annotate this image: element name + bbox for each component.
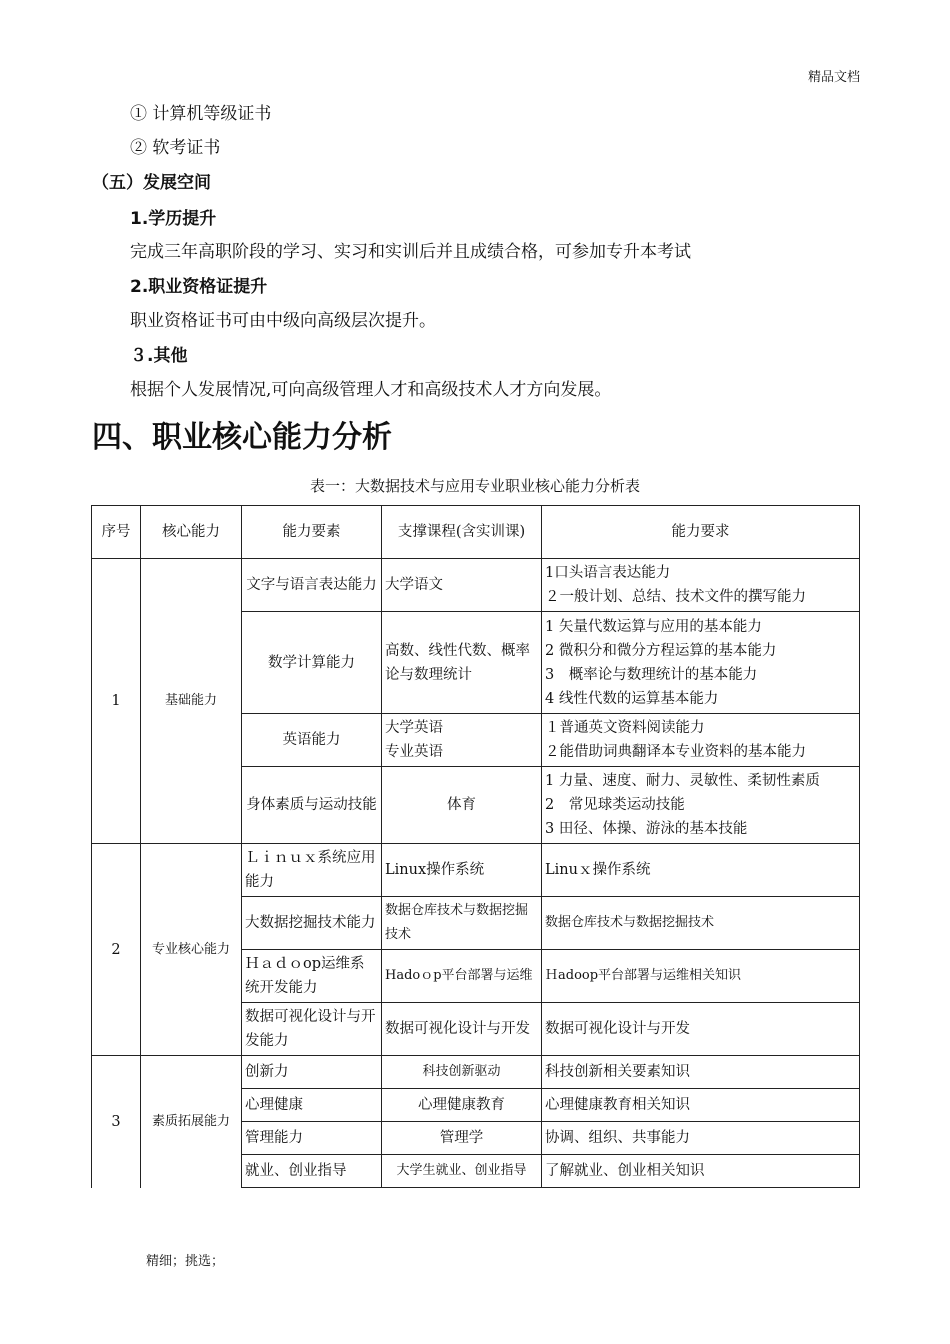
- support-course: 大学生就业、创业指导: [382, 1155, 542, 1188]
- paragraph-2: 职业资格证书可由中级向高级层次提升。: [130, 311, 436, 331]
- col-header: 能力要素: [242, 506, 382, 559]
- ability-requirement: 1 力量、速度、耐力、灵敏性、柔韧性素质 2 常见球类运动技能 3 田径、体操、游泳的基本技能: [542, 767, 860, 844]
- core-ability: 专业核心能力: [141, 844, 242, 1056]
- support-course: 科技创新驱动: [382, 1056, 542, 1089]
- table-caption: 表一：大数据技术与应用专业职业核心能力分析表: [309, 477, 640, 495]
- ability-element: 心理健康: [242, 1089, 382, 1122]
- page-footer: 精细；挑选；: [146, 1254, 225, 1269]
- support-course: 管理学: [382, 1122, 542, 1155]
- ability-requirement: Ｈadoop平台部署与运维相关知识: [542, 950, 860, 1003]
- support-course: Hadoｏp平台部署与运维: [382, 950, 542, 1003]
- ability-element: 管理能力: [242, 1122, 382, 1155]
- support-course: 数据仓库技术与数据挖掘技术: [382, 897, 542, 950]
- table-header-row: [92, 506, 860, 559]
- support-course: 大学语文: [382, 559, 542, 612]
- ability-element: 就业、创业指导: [242, 1155, 382, 1188]
- ability-element: Ｈａｄｏop运维系统开发能力: [242, 950, 382, 1003]
- table-row: [92, 1056, 860, 1089]
- ability-element: 数据可视化设计与开发能力: [242, 1003, 382, 1056]
- chapter-heading: 四、职业核心能力分析: [92, 420, 392, 455]
- support-course: 数据可视化设计与开发: [382, 1003, 542, 1056]
- ability-element: 创新力: [242, 1056, 382, 1089]
- ability-table: [91, 505, 860, 1188]
- ability-element: 数学计算能力: [242, 612, 382, 714]
- section-heading: （五）发展空间: [92, 173, 211, 193]
- ability-requirement: 数据仓库技术与数据挖掘技术: [542, 897, 860, 950]
- ability-requirement: 科技创新相关要素知识: [542, 1056, 860, 1089]
- row-number: 1: [92, 559, 141, 844]
- ability-requirement: 1口头语言表达能力 ２一般计划、总结、技术文件的撰写能力: [542, 559, 860, 612]
- ability-requirement: 协调、组织、共事能力: [542, 1122, 860, 1155]
- ability-element: Ｌｉｎｕｘ系统应用能力: [242, 844, 382, 897]
- ability-requirement: 心理健康教育相关知识: [542, 1089, 860, 1122]
- col-header: 核心能力: [141, 506, 242, 559]
- table-row: [92, 559, 860, 612]
- core-ability: 基础能力: [141, 559, 242, 844]
- subheading-1: 1.学历提升: [130, 209, 217, 229]
- col-header: 序号: [92, 506, 141, 559]
- subheading-2: 2.职业资格证提升: [130, 277, 268, 297]
- ability-requirement: 了解就业、创业相关知识: [542, 1155, 860, 1188]
- subheading-3: ３.其他: [130, 346, 188, 366]
- ability-element: 英语能力: [242, 714, 382, 767]
- cert-item-2: ② 软考证书: [130, 138, 221, 158]
- support-course: 体育: [382, 767, 542, 844]
- table-row: [92, 844, 860, 897]
- row-number: 2: [92, 844, 141, 1056]
- paragraph-3: 根据个人发展情况,可向高级管理人才和高级技术人才方向发展。: [130, 380, 612, 400]
- support-course: 高数、线性代数、概率论与数理统计: [382, 612, 542, 714]
- ability-element: 身体素质与运动技能: [242, 767, 382, 844]
- ability-requirement: 数据可视化设计与开发: [542, 1003, 860, 1056]
- ability-element: 文字与语言表达能力: [242, 559, 382, 612]
- cert-item-1: ① 计算机等级证书: [130, 104, 272, 124]
- ability-element: 大数据挖掘技术能力: [242, 897, 382, 950]
- paragraph-1: 完成三年高职阶段的学习、实习和实训后并且成绩合格，可参加专升本考试: [130, 242, 691, 262]
- page-header: 精品文档: [807, 70, 860, 85]
- support-course: 大学英语 专业英语: [382, 714, 542, 767]
- col-header: 能力要求: [542, 506, 860, 559]
- ability-requirement: １普通英文资料阅读能力 ２能借助词典翻译本专业资料的基本能力: [542, 714, 860, 767]
- row-number: 3: [92, 1056, 141, 1188]
- ability-requirement: 1 矢量代数运算与应用的基本能力 2 微积分和微分方程运算的基本能力 3 概率论与数理统计的基本能力 4 线性代数的运算基本能力: [542, 612, 860, 714]
- ability-requirement: Linuｘ操作系统: [542, 844, 860, 897]
- core-ability: 素质拓展能力: [141, 1056, 242, 1188]
- support-course: 心理健康教育: [382, 1089, 542, 1122]
- support-course: Linux操作系统: [382, 844, 542, 897]
- col-header: 支撑课程(含实训课): [382, 506, 542, 559]
